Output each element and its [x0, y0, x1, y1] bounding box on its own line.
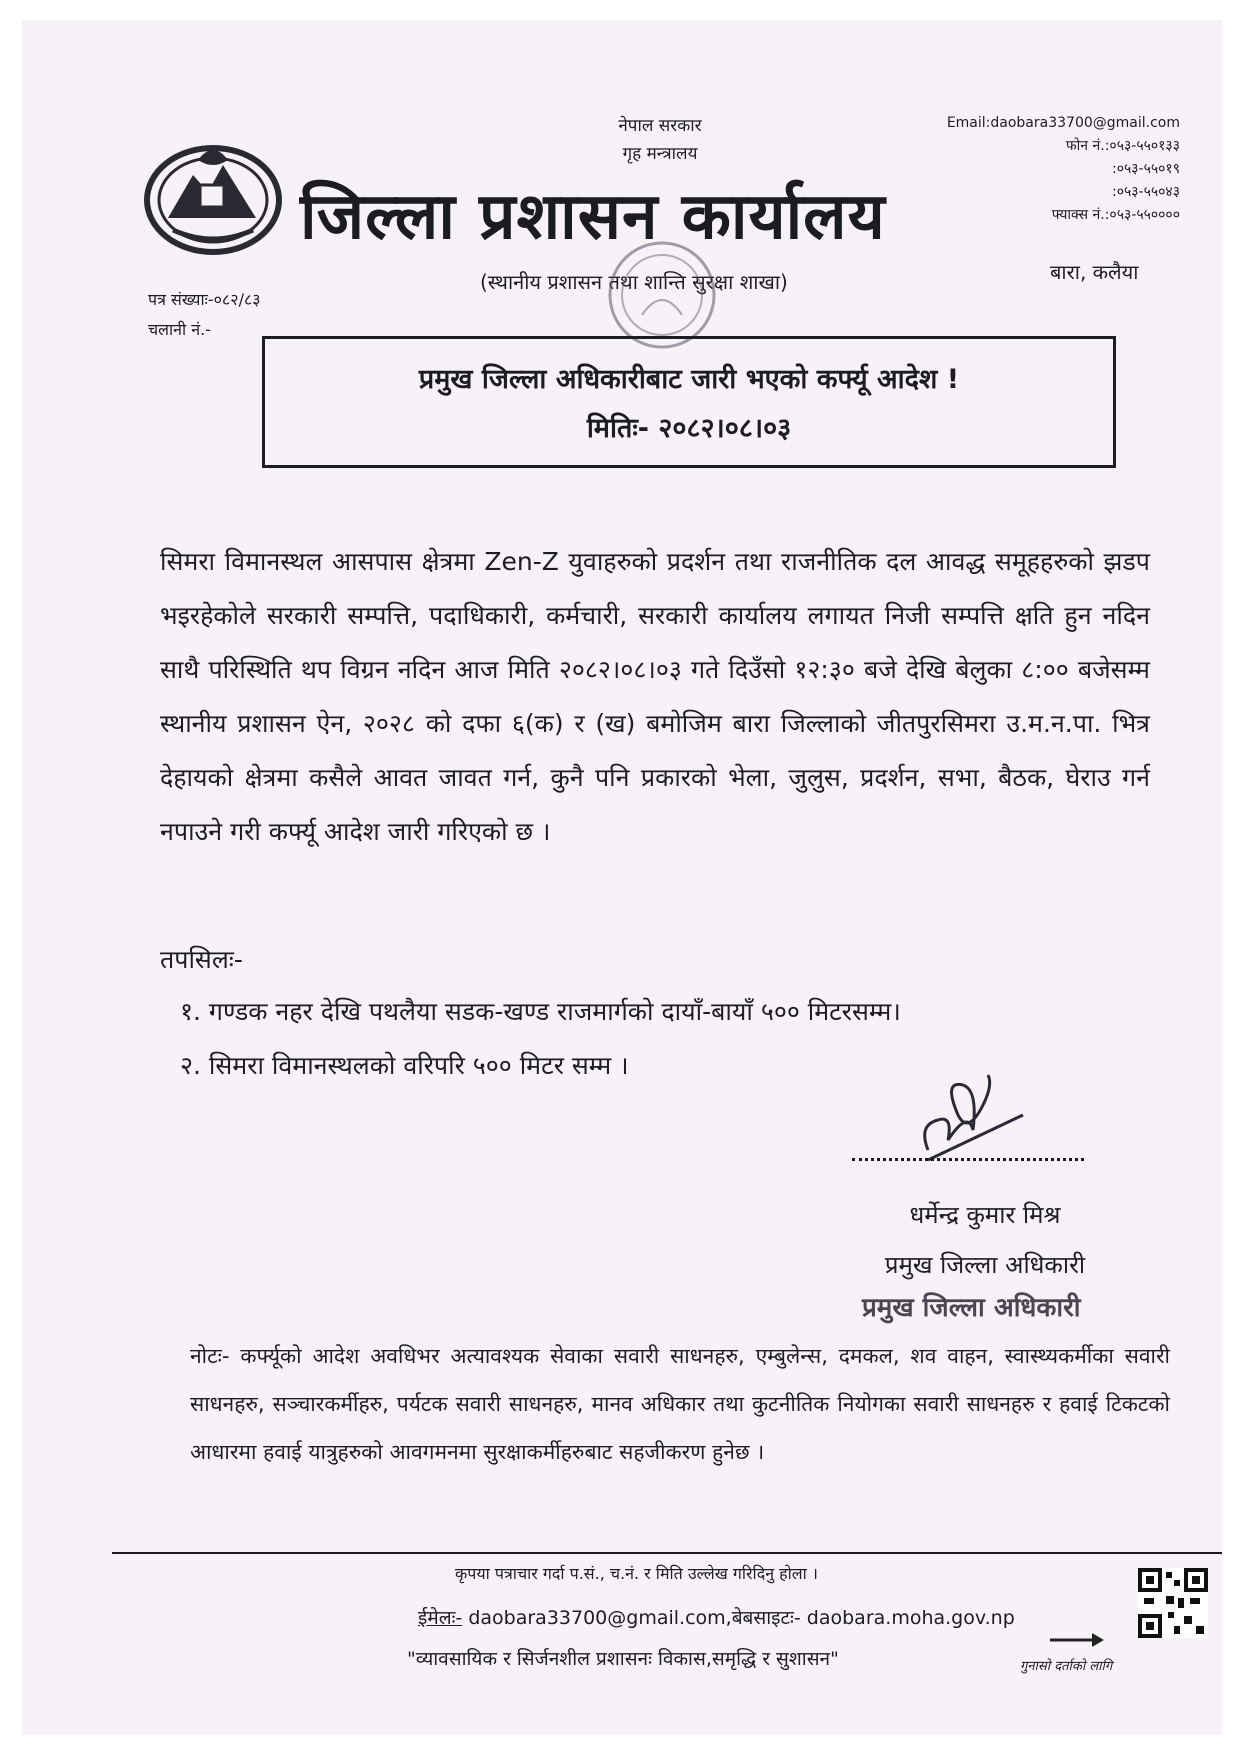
signatory-name: धर्मेन्द्र कुमार मिश्र: [909, 1201, 1061, 1229]
footer-divider: [112, 1552, 1222, 1554]
footer-email-label: ईमेलः-: [418, 1607, 463, 1629]
dispatch-number: चलानी नं.-: [148, 320, 212, 339]
qr-code-icon: [1138, 1568, 1208, 1638]
footer-contact-line: [418, 1604, 1015, 1630]
contact-phone-3: :०५३-५५०४३: [1111, 184, 1180, 200]
order-title: प्रमुख जिल्ला अधिकारीबाट जारी भएको कर्फ्यू आदेश !: [418, 364, 960, 395]
order-date: मितिः- २०८२।०८।०३: [586, 413, 792, 444]
designation-stamp: प्रमुख जिल्ला अधिकारी: [862, 1293, 1081, 1323]
reference-numbers: [148, 285, 261, 345]
contact-block: [900, 112, 1180, 227]
order-title-box: [262, 336, 1116, 468]
government-name: नेपाल सरकार: [618, 116, 702, 136]
contact-email: Email:daobara33700@gmail.com: [946, 115, 1180, 131]
arrow-right-icon: [1048, 1630, 1108, 1650]
office-section: (स्थानीय प्रशासन तथा शान्ति सुरक्षा शाखा): [480, 270, 788, 294]
office-location: बारा, कलैया: [1050, 260, 1139, 284]
government-heading: [560, 112, 760, 168]
signatory-block: [860, 1190, 1110, 1290]
footer-website-label: बेबसाइटः-: [731, 1607, 801, 1629]
footer-slogan: "व्यावसायिक र सिर्जनशील प्रशासनः विकास,समृद्धि र सुशासन": [407, 1648, 839, 1670]
letter-number: पत्र संख्याः-०८२/८३: [148, 290, 261, 309]
qr-label: गुनासो दर्ताको लागि: [1020, 1659, 1113, 1674]
ministry-name: गृह मन्त्रालय: [622, 144, 698, 164]
signature-line: [852, 1158, 1084, 1161]
nepal-emblem-icon: [138, 130, 288, 260]
footer-request: कृपया पत्राचार गर्दा प.सं., च.नं. र मिति उल्लेख गरिदिनु होला ।: [455, 1564, 818, 1583]
contact-phone-2: :०५३-५५०१९: [1111, 161, 1180, 177]
signature-icon: [888, 1040, 1028, 1170]
schedule-heading: तपसिलः-: [160, 945, 243, 974]
office-name: जिल्ला प्रशासन कार्यालय: [300, 180, 886, 254]
schedule-item: २. सिमरा विमानस्थलको वरिपरि ५०० मिटर सम्म ।: [180, 1051, 629, 1080]
schedule-item: १. गण्डक नहर देखि पथलैया सडक-खण्ड राजमार्गको दायाँ-बायाँ ५०० मिटरसम्म।: [180, 997, 901, 1026]
contact-fax: फ्याक्स नं.:०५३-५५००००: [1051, 207, 1180, 223]
contact-phone-1: फोन नं.:०५३-५५०१३३: [1065, 138, 1180, 154]
footer-website: daobara.moha.gov.np: [806, 1607, 1015, 1629]
signatory-designation: प्रमुख जिल्ला अधिकारी: [884, 1251, 1086, 1279]
order-body-text: सिमरा विमानस्थल आसपास क्षेत्रमा Zen-Z युवाहरुको प्रदर्शन तथा राजनीतिक दल आवद्ध समूहहरुको झडप भइरहेकोले सरकारी सम्पत्ति, पदाधिकारी, कर्मचारी, सरकारी कार्यालय लगायत निजी सम्पत्ति क्षति हुन नदिन साथै परिस्थिति थप विग्रन नदिन आज मिति २०८२।०८।०३ गते दिउँसो १२:३० बजे देखि बेलुका ८:०० बजेसम्म स्थानीय प्रशासन ऐन, २०२८ को दफा ६(क) र (ख) बमोजिम बारा जिल्लाको जीतपुरसिमरा उ.म.न.पा. भित्र देहायको क्षेत्रमा कसैले आवत जावत गर्न, कुनै पनि प्रकारको भेला, जुलुस, प्रदर्शन, सभा, बैठक, घेराउ गर्न नपाउने गरी कर्फ्यू आदेश जारी गरिएको छ ।: [160, 547, 1150, 846]
note-text: नोटः- कर्फ्यूको आदेश अवधिभर अत्यावश्यक सेवाका सवारी साधनहरु, एम्बुलेन्स, दमकल, शव वाहन, स्वास्थ्यकर्मीका सवारी साधनहरु, सञ्चारकर्मीहरु, पर्यटक सवारी साधनहरु, मानव अधिकार तथा कुटनीतिक नियोगका सवारी साधनहरु र हवाई टिकटको आधारमा हवाई यात्रुहरुको आवगमनमा सुरक्षाकर्मीहरुबाट सहजीकरण हुनेछ ।: [190, 1344, 1170, 1464]
footer-email: daobara33700@gmail.com,: [468, 1607, 732, 1629]
